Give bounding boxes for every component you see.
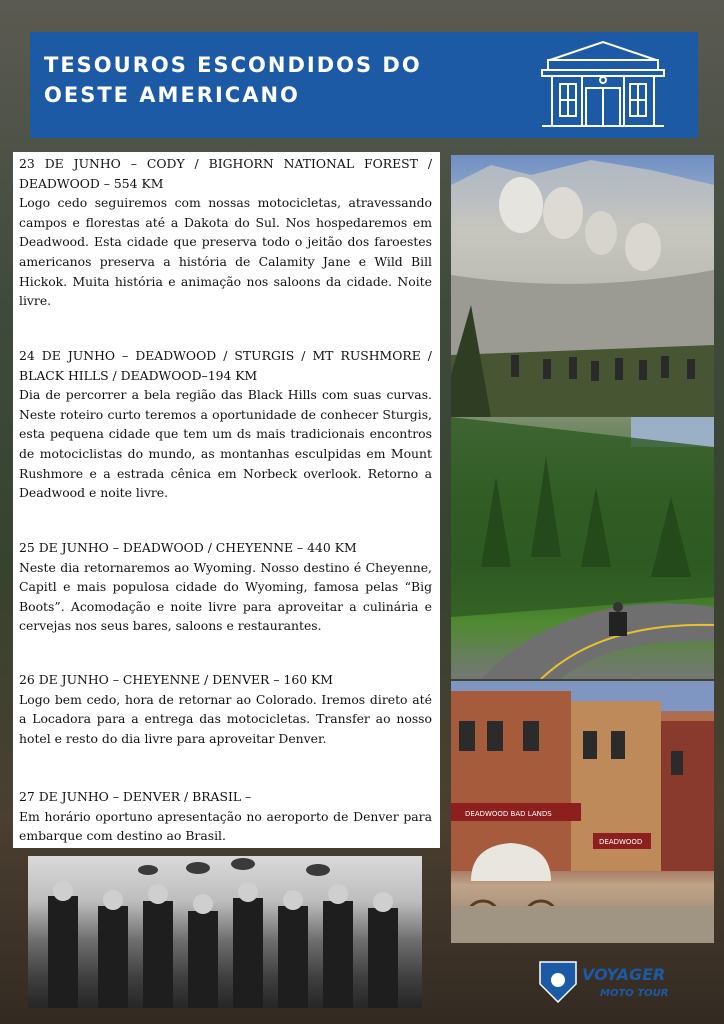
page-title-line-2: OESTE AMERICANO — [44, 83, 300, 107]
itinerary-panel — [13, 152, 440, 848]
day-23-body: Logo cedo seguiremos com nossas motocicletas, atravessando campos e florestas até a Dakota do Sul. Nos hospedaremos em Deadwood. Esta cidade que preserva todo o jeitão dos faroestes americanos preserva a história de Calamity Jane e Wild Bill Hickok. Muita história e animação nos saloons da cidade. Noite livre. — [19, 195, 432, 309]
town-sign-bad-lands: DEADWOOD BAD LANDS — [465, 810, 552, 818]
day-26-body: Logo bem cedo, hora de retornar ao Colorado. Iremos direto até a Locadora para a entrega das motocicletas. Transfer ao nosso hotel e resto do dia livre para aproveitar Denver. — [19, 691, 432, 746]
deadwood-town-photo — [451, 681, 714, 943]
day-23-heading: 23 DE JUNHO – CODY / BIGHORN NATIONAL FOREST / DEADWOOD – 554 KM — [19, 156, 432, 191]
historic-crowd-photo — [28, 856, 422, 1008]
day-24-body: Dia de percorrer a bela região das Black Hills com suas curvas. Neste roteiro curto teremos a oportunidade de conhecer Sturgis, esta pequena cidade que tem um ds mais tradicionais encontros de motociclistas do mundo, as montanhas esculpidas em Mount Rushmore e a estrada cênica em Norbeck overlook. Retorno a Deadwood e noite livre. — [19, 387, 432, 501]
day-27-heading: 27 DE JUNHO – DENVER / BRASIL – — [19, 789, 252, 804]
mount-rushmore-photo — [451, 155, 714, 417]
day-25-heading: 25 DE JUNHO – DEADWOOD / CHEYENNE – 440 KM — [19, 540, 357, 555]
black-hills-road-photo — [451, 417, 714, 679]
day-27-body: Em horário oportuno apresentação no aeroporto de Denver para embarque com destino ao Brasil. — [19, 808, 432, 844]
building-icon — [528, 36, 678, 134]
day-24-heading: 24 DE JUNHO – DEADWOOD / STURGIS / MT RUSHMORE / BLACK HILLS / DEADWOOD–194 KM — [19, 348, 432, 383]
day-25-section — [19, 538, 432, 636]
day-27-section — [19, 787, 432, 846]
logo-word-voyager: VOYAGER — [582, 965, 666, 984]
day-24-section — [19, 346, 432, 503]
day-26-heading: 26 DE JUNHO – CHEYENNE / DENVER – 160 KM — [19, 672, 333, 687]
day-26-section — [19, 670, 432, 748]
day-25-body: Neste dia retornaremos ao Wyoming. Nosso destino é Cheyenne, Capitl e mais populosa cidade do Wyoming, famosa pelas “Big Boots”. Acomodação e noite livre para aproveitar a culinária e cervejas nos seus bares, saloons e restaurantes. — [19, 559, 432, 634]
title-banner — [30, 32, 698, 138]
logo-word-moto-tour: MOTO TOUR — [600, 988, 669, 999]
town-sign-deadwood: DEADWOOD — [599, 838, 643, 846]
page-title-line-1: TESOUROS ESCONDIDOS DO — [44, 53, 422, 77]
day-23-section — [19, 154, 432, 311]
voyager-moto-tour-logo — [536, 958, 696, 1004]
page-title — [44, 50, 514, 110]
